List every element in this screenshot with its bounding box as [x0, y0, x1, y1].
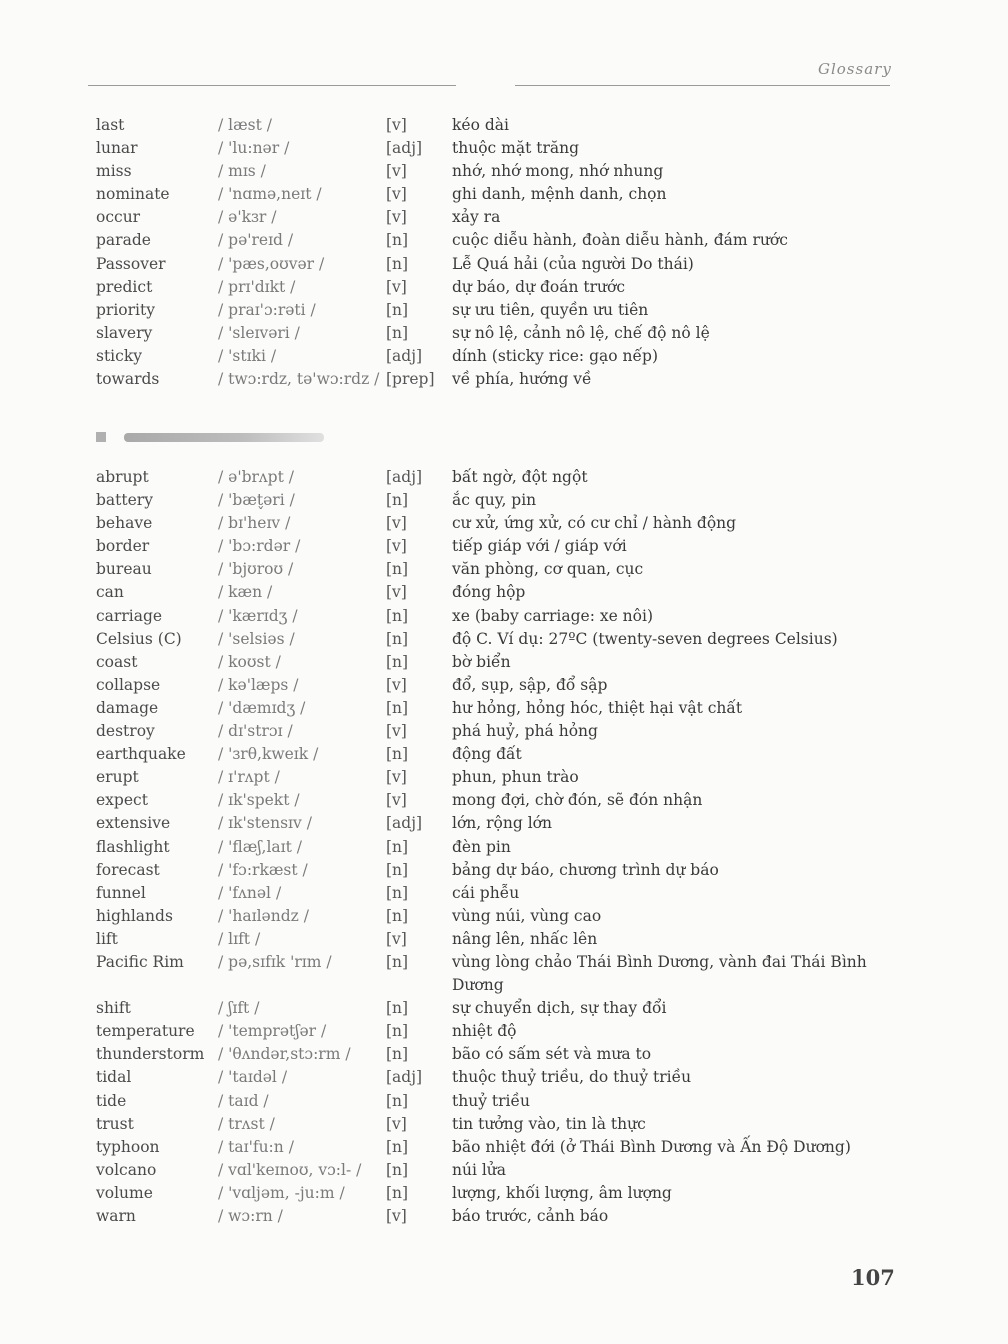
glossary-entry [96, 928, 896, 951]
entry-word: bureau [96, 560, 152, 579]
entry-definition: phun, phun trào [452, 768, 579, 787]
entry-word: destroy [96, 722, 155, 741]
glossary-entry [96, 951, 896, 997]
entry-word: Passover [96, 254, 166, 273]
entry-word: earthquake [96, 745, 186, 764]
entry-word: tidal [96, 1068, 132, 1087]
entry-word: miss [96, 162, 132, 181]
glossary-entry [96, 674, 896, 697]
entry-definition: nhớ, nhớ mong, nhớ nhung [452, 162, 664, 181]
entry-pronunciation: / pə'reɪd / [218, 231, 294, 250]
entry-pronunciation: / lɪft / [218, 929, 261, 948]
glossary-entry [96, 766, 896, 789]
header-rule-right [515, 85, 890, 86]
entry-word: collapse [96, 675, 161, 694]
entry-definition: động đất [452, 745, 522, 764]
glossary-entry [96, 882, 896, 905]
entry-word: highlands [96, 906, 173, 925]
entry-word: shift [96, 999, 131, 1018]
entry-pronunciation: / 'taɪdəl / [218, 1068, 288, 1087]
entry-word: funnel [96, 883, 146, 902]
entry-definition: dự báo, dự đoán trước [452, 277, 626, 296]
entry-definition: bão có sấm sét và mưa to [452, 1045, 652, 1064]
entry-part-of-speech: [adj] [386, 346, 423, 365]
glossary-entry [96, 789, 896, 812]
entry-pronunciation: / twɔ:rdz, tə'wɔ:rdz / [218, 370, 380, 389]
entry-word: lift [96, 929, 118, 948]
entry-definition: núi lửa [452, 1160, 507, 1179]
glossary-entry [96, 812, 896, 835]
entry-part-of-speech: [n] [386, 952, 409, 971]
entry-word: volcano [96, 1160, 157, 1179]
entry-definition: bất ngờ, đột ngột [452, 468, 588, 486]
entry-part-of-speech: [v] [386, 1207, 407, 1225]
entry-word: extensive [96, 814, 171, 833]
entry-pronunciation: / wɔ:rn / [218, 1207, 283, 1225]
entry-pronunciation: / 'flæʃ,laɪt / [218, 837, 302, 856]
glossary-entry [96, 1020, 896, 1043]
entry-part-of-speech: [n] [386, 1091, 409, 1110]
entry-part-of-speech: [v] [386, 277, 407, 296]
entry-definition: bờ biển [452, 652, 511, 671]
entry-definition: hư hỏng, hỏng hóc, thiệt hại vật chất [452, 698, 743, 717]
entry-part-of-speech: [n] [386, 652, 409, 671]
entry-pronunciation: / 'ɜrθ,kweɪk / [218, 745, 319, 764]
entry-word: typhoon [96, 1137, 160, 1156]
entry-pronunciation: / ɪk'spekt / [218, 791, 300, 810]
entry-word: towards [96, 370, 160, 389]
entry-pronunciation: / 'sleɪvəri / [218, 323, 300, 342]
entry-part-of-speech: [n] [386, 837, 409, 856]
section-bullet-icon [96, 432, 106, 442]
glossary-entry [96, 1182, 896, 1205]
entry-part-of-speech: [n] [386, 491, 409, 510]
entry-definition: sự chuyển dịch, sự thay đổi [452, 999, 667, 1018]
entry-word: border [96, 537, 150, 556]
entry-pronunciation: / 'haɪləndz / [218, 906, 309, 925]
glossary-entry [96, 489, 896, 512]
entry-definition: sự ưu tiên, quyền ưu tiên [452, 300, 649, 319]
entry-definition: đóng hộp [452, 583, 526, 602]
entry-pronunciation: / vɑl'keɪnoʊ, vɔ:l- / [218, 1160, 362, 1179]
entry-definition: bão nhiệt đới (ở Thái Bình Dương và Ấn Độ Dương) [452, 1137, 851, 1156]
entry-word: damage [96, 698, 159, 717]
glossary-entry [96, 558, 896, 581]
glossary-entry [96, 697, 896, 720]
entry-word: abrupt [96, 468, 149, 486]
entry-definition: vùng lòng chảo Thái Bình Dương, vành đai Thái Bình Dương [452, 952, 867, 995]
entry-definition: nhiệt độ [452, 1022, 517, 1041]
entry-word: thunderstorm [96, 1045, 205, 1064]
entry-part-of-speech: [v] [386, 675, 407, 694]
entry-part-of-speech: [adj] [386, 1068, 423, 1087]
entry-part-of-speech: [n] [386, 745, 409, 764]
entry-part-of-speech: [n] [386, 231, 409, 250]
entry-word: slavery [96, 323, 153, 342]
entry-pronunciation: / ʃɪft / [218, 999, 260, 1018]
entry-definition: kéo dài [452, 116, 509, 134]
glossary-entry [96, 1136, 896, 1159]
glossary-entry [96, 322, 896, 345]
entry-definition: độ C. Ví dụ: 27ºC (twenty-seven degrees Celsius) [452, 629, 838, 648]
section-title-blurred [124, 433, 324, 442]
entry-pronunciation: / 'vɑljəm, -ju:m / [218, 1183, 345, 1202]
glossary-entry [96, 581, 896, 604]
entry-part-of-speech: [v] [386, 929, 407, 948]
glossary-list-a [96, 114, 896, 391]
entry-part-of-speech: [n] [386, 300, 409, 319]
entry-pronunciation: / ɪk'stensɪv / [218, 814, 312, 833]
entry-part-of-speech: [n] [386, 560, 409, 579]
entry-definition: mong đợi, chờ đón, sẽ đón nhận [452, 791, 703, 810]
page-number: 107 [851, 1265, 895, 1290]
entry-part-of-speech: [n] [386, 999, 409, 1018]
entry-definition: về phía, hướng về [452, 370, 592, 389]
glossary-entry [96, 512, 896, 535]
entry-definition: cuộc diễu hành, đoàn diễu hành, đám rước [452, 231, 788, 250]
entry-part-of-speech: [n] [386, 1022, 409, 1041]
entry-pronunciation: / bɪ'heɪv / [218, 514, 291, 533]
entry-pronunciation: / koʊst / [218, 652, 281, 671]
entry-word: volume [96, 1183, 153, 1202]
entry-word: warn [96, 1207, 136, 1225]
glossary-entry [96, 628, 896, 651]
entry-pronunciation: / 'kærɪdʒ / [218, 606, 298, 625]
entry-word: priority [96, 300, 155, 319]
entry-part-of-speech: [adj] [386, 139, 423, 158]
entry-part-of-speech: [n] [386, 1160, 409, 1179]
entry-word: nominate [96, 185, 170, 204]
entry-pronunciation: / trʌst / [218, 1114, 275, 1133]
entry-word: parade [96, 231, 151, 250]
entry-part-of-speech: [v] [386, 1114, 407, 1133]
entry-part-of-speech: [v] [386, 537, 407, 556]
entry-word: predict [96, 277, 153, 296]
entry-definition: tiếp giáp với / giáp với [452, 537, 627, 556]
entry-word: forecast [96, 860, 160, 879]
entry-pronunciation: / 'temprətʃər / [218, 1022, 327, 1041]
glossary-entry [96, 160, 896, 183]
entry-definition: tin tưởng vào, tin là thực [452, 1114, 646, 1133]
entry-definition: phá huỷ, phá hỏng [452, 722, 598, 741]
header-rule-left [88, 85, 456, 86]
glossary-entry [96, 1113, 896, 1136]
entry-part-of-speech: [v] [386, 514, 407, 533]
glossary-entry [96, 137, 896, 160]
entry-part-of-speech: [v] [386, 768, 407, 787]
entry-pronunciation: / 'selsiəs / [218, 629, 295, 648]
entry-part-of-speech: [n] [386, 906, 409, 925]
entry-definition: thuỷ triều [452, 1091, 530, 1110]
glossary-entry [96, 1090, 896, 1113]
entry-part-of-speech: [n] [386, 323, 409, 342]
entry-word: coast [96, 652, 138, 671]
entry-definition: văn phòng, cơ quan, cục [452, 560, 644, 579]
entry-pronunciation: / dɪ'strɔɪ / [218, 722, 293, 741]
entry-part-of-speech: [n] [386, 606, 409, 625]
entry-definition: cư xử, ứng xử, có cư chỉ / hành động [452, 514, 737, 533]
entry-pronunciation: / kæn / [218, 583, 273, 602]
entry-pronunciation: / mɪs / [218, 162, 266, 181]
entry-definition: dính (sticky rice: gạo nếp) [452, 346, 658, 365]
entry-word: tide [96, 1091, 127, 1110]
entry-word: erupt [96, 768, 139, 787]
entry-part-of-speech: [n] [386, 254, 409, 273]
entry-pronunciation: / taɪ'fu:n / [218, 1137, 294, 1156]
entry-pronunciation: / 'dæmɪdʒ / [218, 698, 306, 717]
entry-definition: vùng núi, vùng cao [452, 906, 602, 925]
entry-definition: Lễ Quá hải (của người Do thái) [452, 254, 694, 273]
entry-word: temperature [96, 1022, 195, 1041]
entry-definition: cái phễu [452, 883, 520, 902]
glossary-entry [96, 466, 896, 489]
entry-part-of-speech: [v] [386, 208, 407, 227]
entry-pronunciation: / ə'brʌpt / [218, 468, 294, 486]
glossary-entry [96, 997, 896, 1020]
entry-part-of-speech: [n] [386, 698, 409, 717]
entry-pronunciation: / kə'læps / [218, 675, 299, 694]
entry-pronunciation: / 'stɪki / [218, 346, 277, 365]
entry-pronunciation: / 'bæt̬əri / [218, 491, 295, 510]
entry-definition: đèn pin [452, 837, 511, 856]
glossary-entry [96, 605, 896, 628]
glossary-entry [96, 836, 896, 859]
entry-pronunciation: / praɪ'ɔ:rəti / [218, 300, 316, 319]
entry-word: occur [96, 208, 141, 227]
glossary-entry [96, 905, 896, 928]
entry-definition: thuộc mặt trăng [452, 139, 580, 158]
entry-word: trust [96, 1114, 134, 1133]
entry-definition: xảy ra [452, 208, 501, 227]
entry-definition: báo trước, cảnh báo [452, 1207, 609, 1225]
glossary-entry [96, 1043, 896, 1066]
entry-word: expect [96, 791, 148, 810]
entry-word: Celsius (C) [96, 629, 182, 648]
entry-part-of-speech: [n] [386, 629, 409, 648]
entry-word: last [96, 116, 125, 134]
entry-definition: sự nô lệ, cảnh nô lệ, chế độ nô lệ [452, 323, 710, 342]
entry-part-of-speech: [v] [386, 185, 407, 204]
entry-word: battery [96, 491, 153, 510]
glossary-entry [96, 743, 896, 766]
entry-pronunciation: / 'fʌnəl / [218, 883, 282, 902]
entry-pronunciation: / 'pæs,oʊvər / [218, 254, 325, 273]
entry-part-of-speech: [n] [386, 860, 409, 879]
glossary-entry [96, 183, 896, 206]
glossary-entry [96, 114, 896, 137]
glossary-entry [96, 299, 896, 322]
entry-pronunciation: / 'bɔ:rdər / [218, 537, 301, 556]
glossary-entry [96, 720, 896, 743]
entry-pronunciation: / pə,sɪfɪk 'rɪm / [218, 952, 332, 971]
entry-part-of-speech: [v] [386, 722, 407, 741]
entry-pronunciation: / prɪ'dɪkt / [218, 277, 296, 296]
entry-part-of-speech: [adj] [386, 468, 423, 486]
glossary-entry [96, 1205, 896, 1228]
section-heading-b [96, 430, 324, 444]
entry-definition: ghi danh, mệnh danh, chọn [452, 185, 667, 204]
entry-part-of-speech: [v] [386, 116, 407, 134]
entry-word: can [96, 583, 124, 602]
glossary-entry [96, 206, 896, 229]
entry-word: Pacific Rim [96, 952, 184, 971]
entry-definition: lớn, rộng lớn [452, 814, 552, 833]
entry-word: lunar [96, 139, 138, 158]
entry-pronunciation: / læst / [218, 116, 273, 134]
glossary-entry [96, 276, 896, 299]
entry-part-of-speech: [v] [386, 791, 407, 810]
glossary-entry [96, 368, 896, 391]
glossary-entry [96, 651, 896, 674]
entry-part-of-speech: [n] [386, 1137, 409, 1156]
entry-pronunciation: / ə'kɜr / [218, 208, 277, 227]
entry-part-of-speech: [v] [386, 162, 407, 181]
entry-part-of-speech: [v] [386, 583, 407, 602]
entry-pronunciation: / taɪd / [218, 1091, 269, 1110]
entry-definition: bảng dự báo, chương trình dự báo [452, 860, 719, 879]
entry-pronunciation: / ɪ'rʌpt / [218, 768, 280, 787]
glossary-entry [96, 1159, 896, 1182]
entry-definition: đổ, sụp, sập, đổ sập [452, 675, 608, 694]
entry-definition: lượng, khối lượng, âm lượng [452, 1183, 672, 1202]
entry-definition: xe (baby carriage: xe nôi) [452, 606, 654, 625]
entry-definition: nâng lên, nhấc lên [452, 929, 598, 948]
entry-pronunciation: / 'fɔ:rkæst / [218, 860, 308, 879]
entry-part-of-speech: [prep] [386, 370, 435, 389]
entry-definition: thuộc thuỷ triều, do thuỷ triều [452, 1068, 692, 1087]
entry-word: sticky [96, 346, 142, 365]
running-title: Glossary [818, 60, 892, 78]
glossary-entry [96, 253, 896, 276]
glossary-entry [96, 229, 896, 252]
entry-pronunciation: / 'bjʊroʊ / [218, 560, 294, 579]
glossary-entry [96, 535, 896, 558]
entry-part-of-speech: [adj] [386, 814, 423, 833]
entry-pronunciation: / 'nɑmə,neɪt / [218, 185, 322, 204]
entry-definition: ắc quy, pin [452, 491, 537, 510]
entry-word: flashlight [96, 837, 170, 856]
entry-part-of-speech: [n] [386, 883, 409, 902]
glossary-entry [96, 1066, 896, 1089]
entry-pronunciation: / 'θʌndər,stɔ:rm / [218, 1045, 351, 1064]
glossary-entry [96, 859, 896, 882]
glossary-entry [96, 345, 896, 368]
entry-part-of-speech: [n] [386, 1183, 409, 1202]
entry-word: carriage [96, 606, 163, 625]
entry-part-of-speech: [n] [386, 1045, 409, 1064]
entry-pronunciation: / 'lu:nər / [218, 139, 290, 158]
glossary-list-b [96, 466, 896, 1228]
entry-word: behave [96, 514, 153, 533]
